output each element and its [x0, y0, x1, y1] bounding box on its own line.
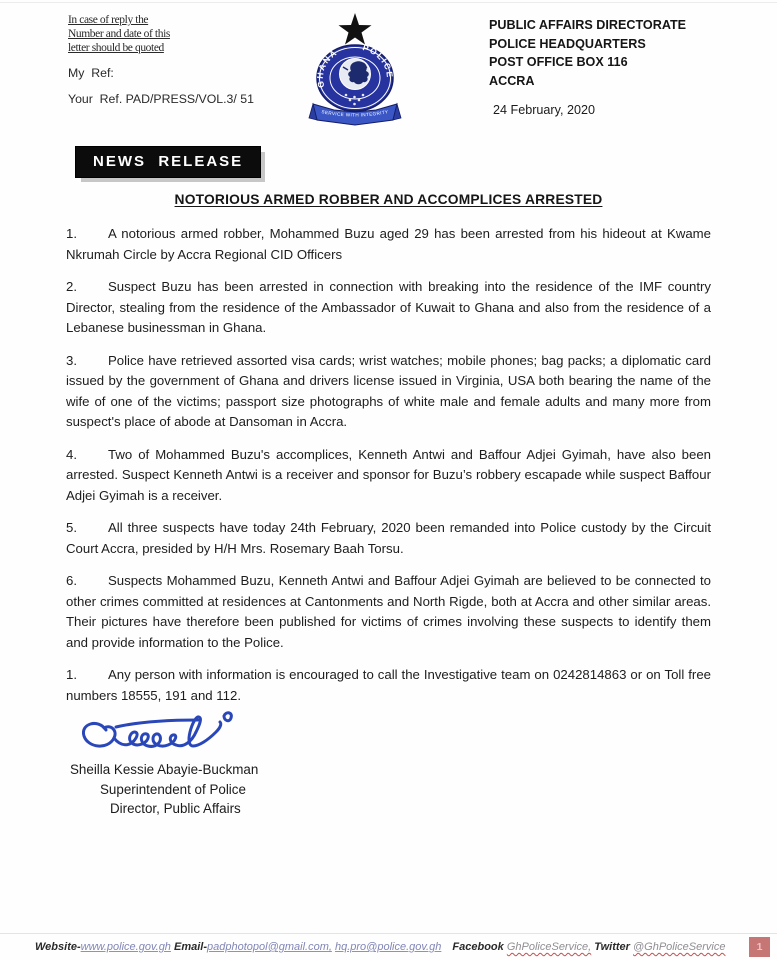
facebook-label: Facebook — [452, 941, 504, 953]
paragraph-number: 1. — [66, 226, 77, 241]
letterhead-line: PUBLIC AFFAIRS DIRECTORATE — [489, 18, 687, 32]
twitter-handle-link[interactable]: @GhPoliceService — [633, 941, 726, 953]
paragraph-text: Police have retrieved assorted visa cards; wrist watches; mobile phones; bag packs; a diplomatic card issued by the government of Ghana and drivers license issued in Virginia, USA both bearing the name of the wife of one of the victims; passport size photographs of white male and female adults and many more from suspect's place of abode at Dansoman in Accra. — [66, 352, 711, 429]
body-paragraph-1 — [66, 224, 711, 265]
ghana-police-crest-logo — [299, 10, 411, 132]
email-label: Email- — [174, 941, 208, 953]
crest-motto: SERVICE WITH INTEGRITY — [321, 109, 389, 118]
crest-text-ghana: GHANA — [314, 46, 340, 89]
signature-ink — [72, 708, 267, 764]
email-link-2[interactable]: hq.pro@police.gov.gh — [334, 941, 442, 953]
paragraph-number: 5. — [66, 520, 77, 535]
crest-text-police: POLICE — [361, 42, 396, 80]
paragraph-number: 1. — [66, 667, 77, 682]
body-paragraph-5 — [66, 518, 711, 559]
letter-body — [66, 224, 711, 718]
news-release-banner: NEWS RELEASE — [75, 146, 261, 178]
body-paragraph-7 — [66, 665, 711, 706]
black-star-icon — [339, 13, 372, 45]
body-paragraph-2 — [66, 277, 711, 339]
paragraph-text: All three suspects have today 24th February, 2020 been remanded into Police custody by the Circuit Court Accra, presided by H/H Mrs. Rosemary Baah Torsu. — [66, 520, 711, 556]
website-label: Website- — [35, 941, 81, 953]
letterhead-line: POLICE HEADQUARTERS — [489, 36, 646, 51]
signatory-block — [70, 760, 258, 819]
signatory-rank: Superintendent of Police — [100, 781, 246, 797]
letterhead-address — [489, 16, 686, 90]
your-ref-field: Your Ref. PAD/PRESS/VOL.3/ 51 — [68, 92, 254, 106]
paragraph-number: 3. — [66, 352, 77, 368]
reply-note-line: letter should be quoted — [68, 42, 164, 54]
footer-divider — [0, 933, 777, 934]
letterhead-line: POST OFFICE BOX 116 — [489, 55, 628, 69]
letter-date: 24 February, 2020 — [493, 103, 595, 117]
website-link[interactable]: www.police.gov.gh — [80, 941, 171, 953]
paragraph-number: 4. — [66, 446, 77, 462]
footer-contact-bar — [35, 941, 747, 953]
signatory-title: Director, Public Affairs — [110, 801, 241, 816]
twitter-label: Twitter — [594, 941, 630, 953]
scan-edge-line — [0, 2, 777, 3]
paragraph-text: Suspects Mohammed Buzu, Kenneth Antwi and Baffour Adjei Gyimah are believed to be connected to other crimes committed at residences at Cantonments and North Rigde, both at Accra and other similar areas. Their pictures have therefore been published for victims of crimes involving these suspects to identify them and provide information to the Police. — [66, 573, 711, 650]
headline-title: NOTORIOUS ARMED ROBBER AND ACCOMPLICES ARRESTED — [174, 192, 603, 207]
letterhead-line: ACCRA — [489, 73, 535, 88]
page-number-badge: 1 — [749, 937, 770, 957]
reply-instruction-note — [68, 13, 170, 55]
body-paragraph-6 — [66, 571, 711, 653]
reply-note-line: In case of reply the — [68, 14, 149, 26]
email-link-1[interactable]: padphotopol@gmail.com, — [207, 941, 332, 953]
reply-note-line: Number and date of this — [68, 28, 170, 40]
paragraph-number: 6. — [66, 573, 77, 588]
paragraph-text: A notorious armed robber, Mohammed Buzu aged 29 has been arrested from his hideout at Kwame Nkrumah Circle by Accra Regional CID Officers — [66, 226, 711, 262]
eagle-emblem-icon — [348, 61, 369, 84]
paragraph-number: 2. — [66, 279, 77, 294]
paragraph-text: Suspect Buzu has been arrested in connection with breaking into the residence of the IMF country Director, stealing from the residence of the Ambassador of Kuwait to Ghana and also from the residence of a Lebanese businessman in Ghana. — [66, 279, 711, 335]
paragraph-text: Two of Mohammed Buzu's accomplices, Kenneth Antwi and Baffour Adjei Gyimah, have also been arrested. Suspect Kenneth Antwi is a receiver and sponsor for Buzu’s robbery escapade while suspect Baffour Adjei Gyimah is a receiver. — [66, 446, 711, 503]
body-paragraph-3 — [66, 351, 711, 433]
signatory-name: Sheilla Kessie Abayie-Buckman — [70, 762, 259, 777]
my-ref-field: My Ref: — [68, 66, 114, 80]
paragraph-text: Any person with information is encouraged to call the Investigative team on 0242814863 or on Toll free numbers 18555, 191 and 112. — [66, 667, 711, 703]
facebook-handle-link[interactable]: GhPoliceService, — [506, 941, 592, 953]
body-paragraph-4 — [66, 445, 711, 507]
